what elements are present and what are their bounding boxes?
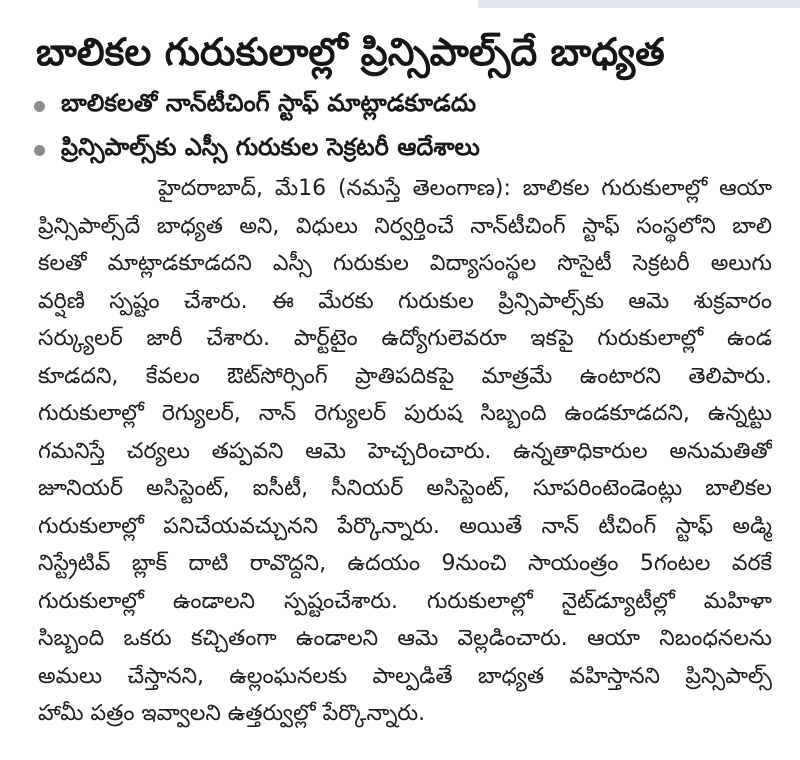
body-line: సిబ్బంది ఒకరు కచ్చితంగా ఉండాలని ఆమె వెల్లడించారు. ఆయా నిబంధనలను (38, 626, 772, 651)
bullet-item (34, 84, 774, 128)
body-line: ప్రిన్సిపాల్స్‌దే బాధ్యత అని, విధులు నిర్వర్తించే నాన్‌టీచింగ్ స్టాఫ్ సంస్థలోని బాలి (38, 213, 772, 239)
bullet-item (34, 128, 774, 172)
body-line: కలతో మాట్లాడకూడదని ఎస్సీ గురుకుల విద్యాసంస్థల సొసైటీ సెక్రటరీ అలుగు (38, 251, 772, 276)
body-line: అమలు చేస్తానని, ఉల్లంఘనలకు పాల్పడితే బాధ్యత వహిస్తానని ప్రిన్సిపాల్స్ (38, 663, 772, 689)
bullet-dot-icon (34, 145, 45, 156)
subheading-bullets (34, 84, 774, 172)
body-line: గురుకులాల్లో ఉండాలని స్పష్టంచేశారు. గురుకులాల్లో నైట్‌డ్యూటీల్లో మహిళా (38, 588, 772, 614)
article-headline: బాలికల గురుకులాల్లో ప్రిన్సిపాల్స్‌దే బాధ్యత (36, 30, 665, 74)
body-line: కూడదని, కేవలం ఔట్‌సోర్సింగ్ ప్రాతిపదికపై మాత్రమే ఉంటారని తెలిపారు. (38, 363, 772, 389)
bullet-text: ప్రిన్సిపాల్స్‌కు ఎస్సీ గురుకుల సెక్రటరీ ఆదేశాలు (61, 133, 480, 161)
body-line: గమనిస్తే చర్యలు తప్పవని ఆమె హెచ్చరించారు. ఉన్నతాధికారుల అనుమతితో (38, 438, 772, 464)
body-line: నిస్ట్రేటివ్ బ్లాక్ దాటి రావొద్దని, ఉదయం 9నుంచి సాయంత్రం 5గంటల వరకే (38, 551, 772, 576)
body-line: సర్క్యులర్ జారీ చేశారు. పార్ట్‌టైం ఉద్యోగులెవరూ ఇకపై గురుకులాల్లో ఉండ (38, 326, 772, 351)
body-line: హైదరాబాద్, మే16 (నమస్తే తెలంగాణ): బాలికల గురుకులాల్లో ఆయా (158, 176, 772, 201)
body-line: గురుకులాల్లో పనిచేయవచ్చునని పేర్కొన్నారు. అయితే నాన్ టీచింగ్ స్టాఫ్ అడ్మి (38, 513, 772, 539)
bullet-dot-icon (34, 101, 45, 112)
body-line: వర్షిణి స్పష్టం చేశారు. ఈ మేరకు గురుకుల ప్రిన్సిపాల్స్‌కు ఆమె శుక్రవారం (38, 288, 772, 314)
body-line: గురుకులాల్లో రెగ్యులర్, నాన్ రెగ్యులర్ పురుష సిబ్బంది ఉండకూడదని, ఉన్నట్టు (38, 401, 772, 426)
body-line: జూనియర్ అసిస్టెంట్, ఐసీటీ, సీనియర్ అసిస్టెంట్, సూపరింటెండెంట్లు బాలికల (38, 476, 772, 501)
top-edge-strip (478, 0, 800, 8)
body-line: హామీ పత్రం ఇవ్వాలని ఉత్తర్వుల్లో పేర్కొన్నారు. (38, 701, 426, 726)
article-body (38, 170, 772, 733)
bullet-text: బాలికలతో నాన్‌టీచింగ్ స్టాఫ్ మాట్లాడకూడదు (61, 89, 477, 117)
